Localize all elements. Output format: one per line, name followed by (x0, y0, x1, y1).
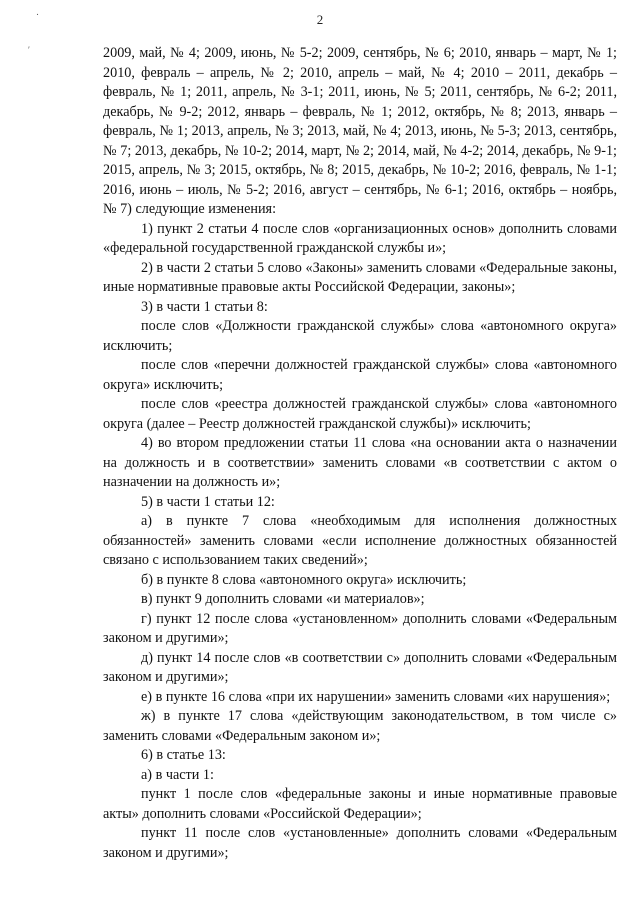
paragraph-item-5-e: е) в пункте 16 слова «при их нарушении» заменить словами «их нарушения»; (141, 688, 611, 705)
document-body (103, 44, 617, 863)
paragraph-item-5-zh: ж) в пункте 17 слова «действующим законодательством, в том числе с» заменить словами «Федеральным законом и»; (103, 708, 617, 744)
paragraph-item-3-sub-1: после слов «Должности гражданской службы» слова «автономного округа» исключить; (103, 318, 617, 354)
paragraph-item-1: 1) пункт 2 статьи 4 после слов «организационных основ» дополнить словами «федеральной государственной гражданской службы и»; (103, 220, 617, 256)
paragraph-sources-continuation: 2009, май, № 4; 2009, июнь, № 5-2; 2009, сентябрь, № 6; 2010, январь – март, № 1; 2010, февраль – апрель, № 2; 2010, апрель – май, № 4; 2010 – 2011, декабрь – февраль, № 1; 2011, апрель, № 3-1; 2011, июнь, № 5; 2011, сентябрь, № 6-2; 2011, декабрь, № 9-2; 2012, январь – февраль, № 1; 2012, октябрь, № 8; 2013, январь – февраль, № 1; 2013, апрель, № 3; 2013, май, № 4; 2013, июнь, № 5-3; 2013, сентябрь, № 7; 2013, декабрь, № 10-2; 2014, март, № 2; 2014, май, № 4-2; 2014, декабрь, № 9-1; 2015, апрель, № 3; 2015, октябрь, № 8; 2015, декабрь, № 10-2; 2016, февраль, № 1-1; 2016, июнь – июль, № 5-2; 2016, август – сентябрь, № 6-1; 2016, октябрь – ноябрь, № 7) следующие изменения: (103, 45, 617, 217)
paragraph-item-3-sub-2: после слов «перечни должностей гражданской службы» слова «автономного округа» исключить; (103, 357, 617, 393)
paragraph-item-3: 3) в части 1 статьи 8: (141, 298, 268, 315)
paragraph-item-2: 2) в части 2 статьи 5 слово «Законы» заменить словами «Федеральные законы, иные нормативные правовые акты Российской Федерации, законы»; (103, 259, 617, 295)
paragraph-item-6-a-11: пункт 11 после слов «установленные» дополнить словами «Федеральным законом и другими»; (103, 825, 617, 861)
scan-artifact-mark: ․ (36, 7, 40, 17)
paragraph-item-5: 5) в части 1 статьи 12: (141, 493, 275, 510)
paragraph-item-5-a: а) в пункте 7 слова «необходимым для исполнения должностных обязанностей» заменить словами «если исполнение должностных обязанностей связано с использованием таких сведений»; (103, 513, 617, 568)
paragraph-item-5-v: в) пункт 9 дополнить словами «и материалов»; (141, 591, 425, 607)
page-number: 2 (316, 12, 324, 27)
paragraph-item-4: 4) во втором предложении статьи 11 слова «на основании акта о назначении на должность и в соответствии» заменить словами «в соответствии с актом о назначении на должность и»; (103, 435, 617, 490)
paragraph-item-3-sub-3: после слов «реестра должностей гражданской службы» слова «автономного округа (далее – Реестр должностей гражданской службы)» исключить; (103, 396, 617, 432)
paragraph-item-6: 6) в статье 13: (141, 747, 226, 763)
paragraph-item-6-a: а) в части 1: (141, 766, 214, 783)
scan-artifact-mark: ′ (28, 45, 30, 55)
paragraph-item-5-b: б) в пункте 8 слова «автономного округа» исключить; (141, 571, 467, 588)
paragraph-item-5-d: д) пункт 14 после слов «в соответствии с» дополнить словами «Федеральным законом и другими»; (103, 649, 617, 685)
paragraph-item-5-g: г) пункт 12 после слова «установленном» дополнить словами «Федеральным законом и другими»; (103, 610, 617, 646)
paragraph-item-6-a-1: пункт 1 после слов «федеральные законы и иные нормативные правовые акты» дополнить словами «Российской Федерации»; (103, 786, 617, 822)
